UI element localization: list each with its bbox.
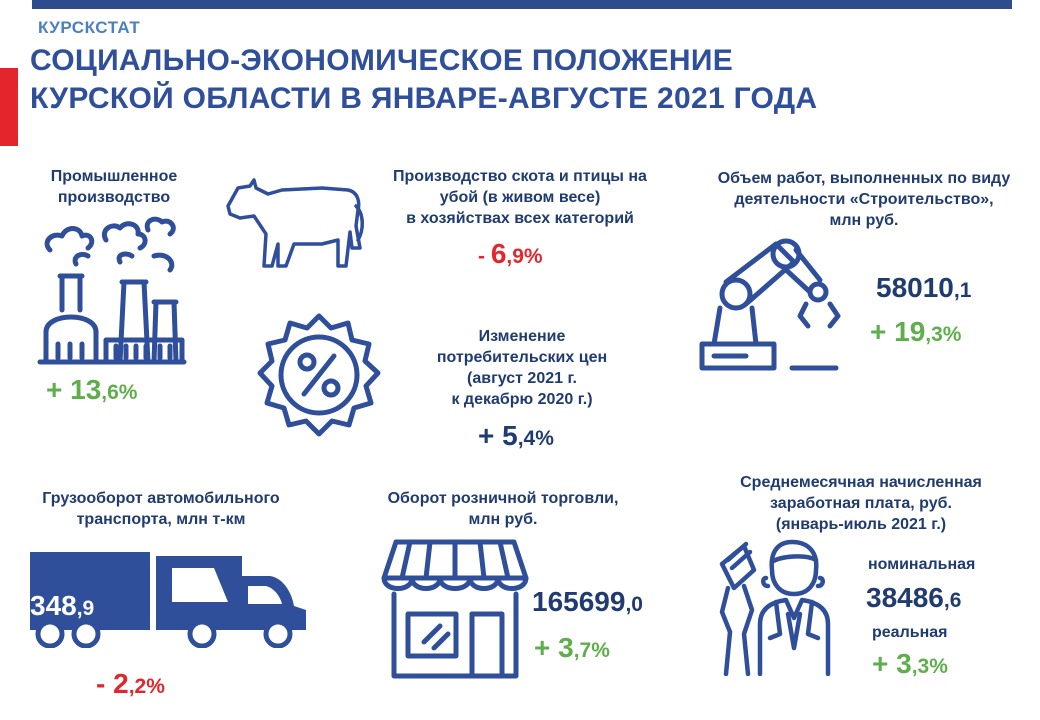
man-with-money-icon — [714, 538, 862, 676]
salary-label-line-1: Среднемесячная начисленная — [740, 474, 982, 491]
salary-label-line-3: (январь-июль 2021 г.) — [775, 516, 947, 533]
retail-label — [358, 488, 648, 530]
red-accent-bar — [0, 68, 18, 146]
construction-label-line-3: млн руб. — [829, 212, 899, 229]
livestock-change: - 6,9% — [478, 238, 543, 269]
industry-label — [30, 166, 198, 208]
livestock-label-line-1: Производство скота и птицы на — [393, 168, 647, 185]
retail-amount: 165699,0 — [532, 586, 643, 617]
freight-label-line-2: транспорта, млн т-км — [76, 511, 246, 528]
prices-change: + 5,4% — [478, 420, 554, 451]
prices-label-line-2: потребительских цен — [436, 349, 608, 366]
title-line-2: КУРСКОЙ ОБЛАСТИ В ЯНВАРЕ-АВГУСТЕ 2021 ГОДА — [30, 82, 818, 115]
industry-label-line-2: производство — [57, 189, 171, 206]
industry-change: + 13,6% — [46, 374, 138, 405]
prices-label-line-3: (август 2021 г. — [467, 370, 577, 387]
top-bar — [32, 0, 1012, 9]
freight-label-line-1: Грузооборот автомобильного — [42, 490, 280, 507]
title-line-1: СОЦИАЛЬНО-ЭКОНОМИЧЕСКОЕ ПОЛОЖЕНИЕ — [30, 44, 734, 77]
industry-label-line-1: Промышленное — [50, 168, 178, 185]
salary-amount: 38486,6 — [866, 582, 962, 613]
livestock-label-line-2: убой (в живом весе) — [439, 189, 601, 206]
construction-change: + 19,3% — [870, 316, 962, 347]
retail-label-line-1: Оборот розничной торговли, — [387, 490, 619, 507]
organization-name: КУРСКСТАТ — [38, 18, 141, 37]
shop-icon — [380, 538, 530, 680]
page-title — [30, 42, 817, 118]
salary-label — [702, 472, 1020, 535]
percent-badge-icon — [252, 310, 386, 444]
retail-label-line-2: млн руб. — [468, 511, 538, 528]
salary-change: + 3,3% — [872, 648, 948, 679]
prices-label-line-1: Изменение — [478, 328, 566, 345]
freight-label — [16, 488, 306, 530]
retail-change: + 3,7% — [534, 632, 610, 663]
livestock-label — [364, 166, 676, 229]
construction-label-line-1: Объем работ, выполненных по виду — [717, 170, 1011, 187]
salary-label-line-2: заработная плата, руб. — [770, 495, 952, 512]
salary-real-label: реальная — [872, 624, 948, 641]
prices-label — [406, 326, 638, 410]
construction-label-line-2: деятельности «Строительство», — [734, 191, 994, 208]
freight-amount: 348,9 — [30, 590, 95, 621]
robot-arm-icon — [696, 232, 846, 374]
construction-label — [688, 168, 1040, 231]
livestock-label-line-3: в хозяйствах всех категорий — [406, 210, 634, 227]
cow-icon — [224, 178, 366, 270]
prices-label-line-4: к декабрю 2020 г.) — [451, 391, 593, 408]
construction-amount: 58010,1 — [876, 272, 972, 303]
salary-nominal-label: номинальная — [868, 556, 976, 573]
freight-change: - 2,2% — [96, 668, 165, 699]
factory-icon — [36, 212, 188, 367]
